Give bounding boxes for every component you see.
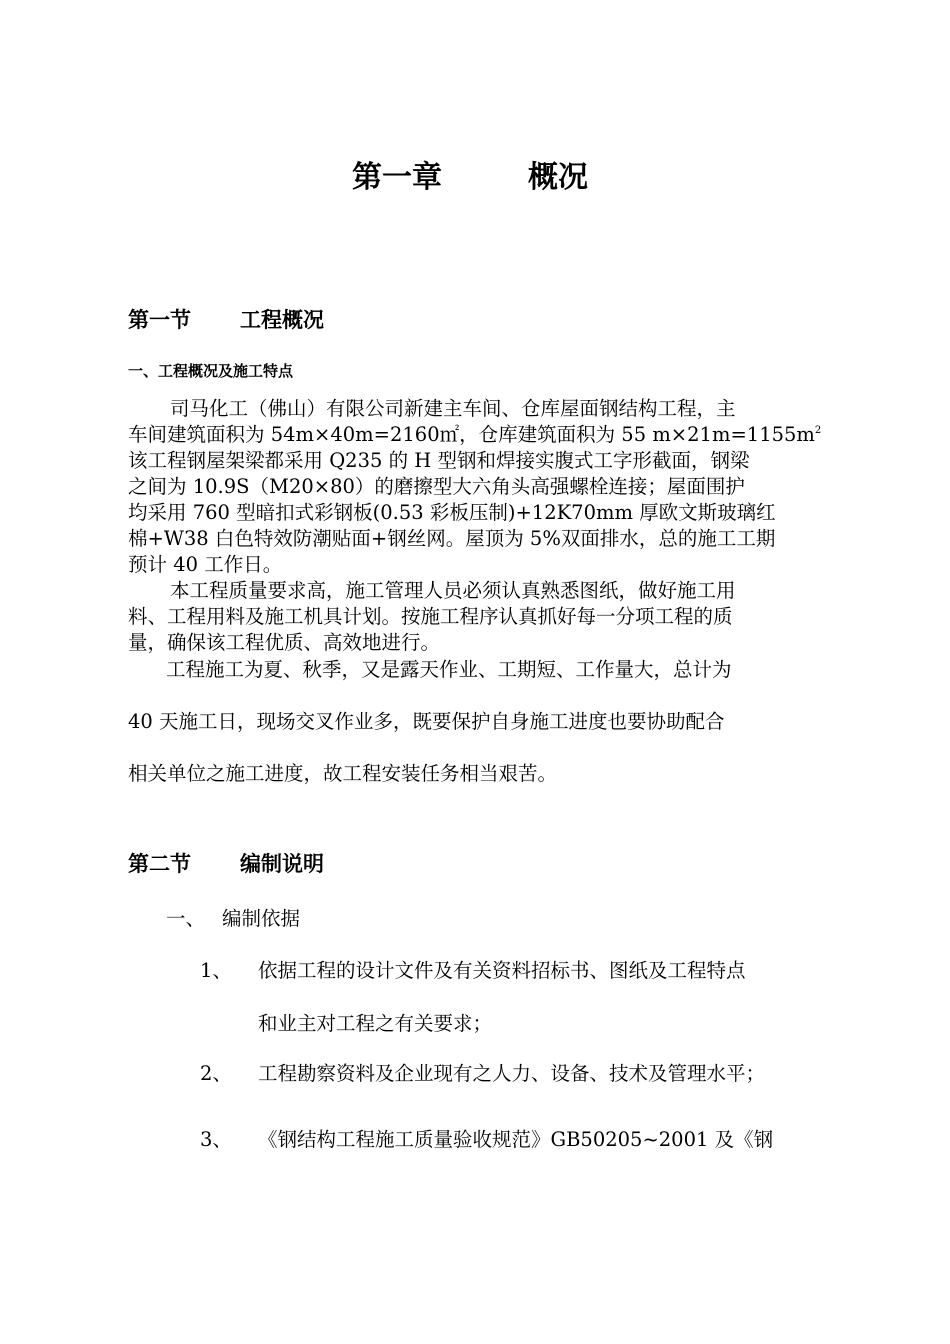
list-item-number: 2、: [200, 1062, 232, 1085]
para1-line: 司马化工（佛山）有限公司新建主车间、仓库屋面钢结构工程，主: [170, 397, 736, 420]
list-item-number: 1、: [200, 959, 232, 982]
section1-subheading: 一、工程概况及施工特点: [128, 362, 294, 380]
para1-line: 之间为 10.9S（M20×80）的磨擦型大六角头高强螺栓连接；屋面围护: [128, 475, 745, 498]
para1-line: 均采用 760 型暗扣式彩钢板(0.53 彩板压制)+12K70mm 厚欧文斯玻璃红: [128, 501, 776, 524]
section2-subheading: 编制依据: [222, 907, 301, 930]
chapter-title: 概况: [528, 160, 588, 195]
superscript: 2: [814, 425, 822, 436]
para1-line: 该工程钢屋架梁都采用 Q235 的 H 型钢和焊接实腹式工字形截面，钢梁: [128, 449, 750, 472]
list-item-text: 工程勘察资料及企业现有之人力、设备、技术及管理水平；: [258, 1062, 766, 1085]
para1-line: [128, 422, 821, 448]
para2-line: 料、工程用料及施工机具计划。按施工程序认真抓好每一分项工程的质: [128, 605, 733, 628]
para3-line: 40 天施工日，现场交叉作业多，既要保护自身施工进度也要协助配合: [128, 710, 725, 733]
list-item-text: 《钢结构工程施工质量验收规范》GB50205~2001 及《钢: [258, 1128, 774, 1151]
list-item-number: 3、: [200, 1128, 232, 1151]
para2-line: 量，确保该工程优质、高效地进行。: [128, 631, 441, 654]
section2-title: 编制说明: [240, 852, 324, 876]
para1-line: 棉+W38 白色特效防潮贴面+钢丝网。屋顶为 5%双面排水，总的施工工期: [128, 527, 776, 550]
para2-line: 本工程质量要求高，施工管理人员必须认真熟悉图纸，做好施工用: [170, 579, 736, 602]
para3-line: 工程施工为夏、秋季，又是露天作业、工期短、工作量大，总计为: [166, 658, 732, 681]
list-item-text: 和业主对工程之有关要求；: [258, 1012, 493, 1035]
chapter-number: 第一章: [352, 160, 442, 195]
section2-subheading-number: 一、: [166, 907, 206, 930]
list-item-text: 依据工程的设计文件及有关资料招标书、图纸及工程特点: [258, 959, 746, 982]
section1-number: 第一节: [128, 308, 191, 332]
para3-line: 相关单位之施工进度，故工程安装任务相当艰苦。: [128, 762, 558, 785]
para1-line-text: 车间建筑面积为 54m×40m=2160㎡，仓库建筑面积为 55 m×21m=1155m: [128, 423, 815, 446]
para1-line: 预计 40 工作日。: [128, 553, 283, 576]
section2-number: 第二节: [128, 852, 191, 876]
section1-title: 工程概况: [240, 308, 324, 332]
